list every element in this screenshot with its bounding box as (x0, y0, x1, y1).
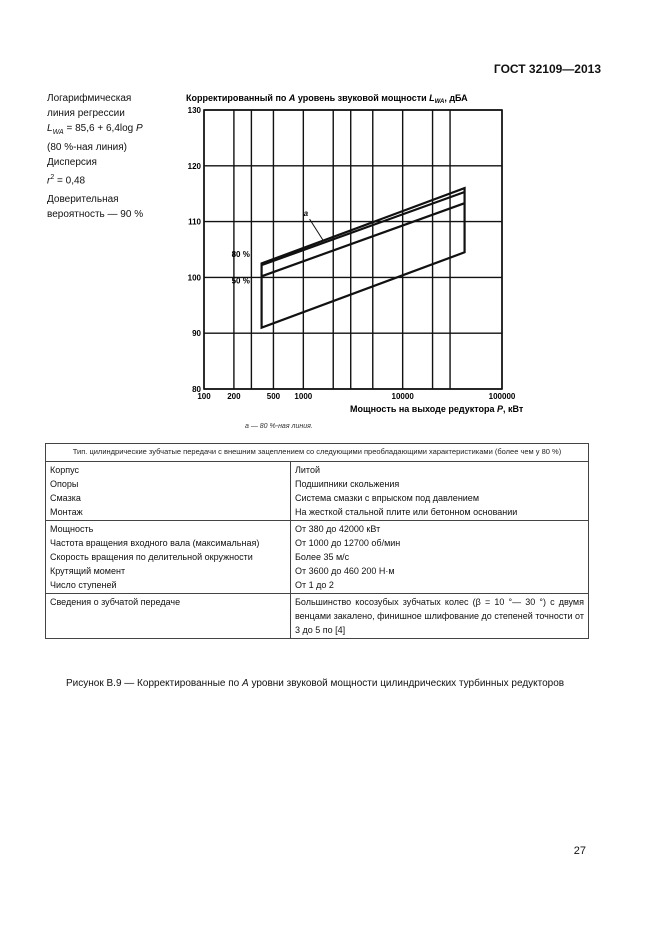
legend-formula: $L_{WA} = 85,6 + 6,4\log$ P (47, 123, 143, 136)
chart-note: a — 80 %-ная линия. (245, 423, 313, 430)
page-number: 27 (573, 845, 586, 857)
y-tick-label: 90 (192, 329, 201, 339)
legend-r2: $r^2 = 0,48$ (47, 174, 86, 187)
legend-line-8: вероятность — 90 % (47, 209, 144, 221)
legend-line-4: (80 %-ная линия) (47, 142, 128, 153)
table-group-1 (46, 462, 589, 521)
chart-title: Корректированный по A уровень звуковой мощности $L_{WA}$, дБА (186, 93, 468, 105)
y-tick-label: 120 (187, 161, 201, 171)
row-value: Подшипники скольжения (295, 479, 400, 489)
x-tick-label: 100000 (488, 392, 516, 401)
confidence-band (262, 188, 465, 328)
x-axis-label: Мощность на выходе редуктора P, кВт (350, 404, 524, 414)
row-value: От 1000 до 12700 об/мин (295, 538, 401, 548)
row-label: Мощность (50, 524, 94, 534)
table-group-3 (46, 594, 589, 639)
x-tick-label: 10000 (391, 392, 414, 401)
row-value: От 3600 до 460 200 Н·м (295, 566, 395, 576)
row-label: Смазка (50, 493, 81, 503)
row-label: Число ступеней (50, 580, 117, 590)
annotation-label: a (303, 209, 309, 219)
row-label: Сведения о зубчатой передаче (50, 597, 181, 607)
row-value: От 380 до 42000 кВт (295, 524, 381, 534)
y-tick-label: 110 (188, 217, 201, 227)
row-value: Большинство косозубых зубчатых колес (β = 10 °— 30 °) с двумя венцами закалено, финишное шлифование до степеней точности от 3 до 5 по [4] (295, 597, 584, 635)
x-tick-label: 100 (197, 392, 211, 401)
legend-line-2: линия регрессии (47, 108, 125, 119)
row-label: Опоры (50, 479, 79, 489)
row-value: От 1 до 2 (295, 580, 334, 590)
row-label: Скорость вращения по делительной окружности (50, 552, 253, 562)
x-tick-label: 200 (227, 392, 241, 401)
row-value: Литой (295, 465, 320, 475)
x-tick-label: 1000 (294, 392, 313, 401)
row-value: Более 35 м/с (295, 552, 350, 562)
sound-power-chart (0, 0, 661, 430)
series-label: 50 % (231, 276, 250, 286)
x-tick-label: 500 (266, 392, 281, 401)
table-header: Тип. цилиндрические зубчатые передачи с внешним зацеплением со следующими преобладающими характеристиками (более чем у 80 %) (46, 444, 589, 462)
data-band (232, 188, 465, 328)
standard-number: ГОСТ 32109—2013 (493, 62, 601, 76)
row-label: Частота вращения входного вала (максимальная) (50, 538, 260, 548)
series-label: 80 % (231, 250, 250, 260)
table-group-2 (46, 521, 589, 594)
y-tick-label: 80 (192, 385, 201, 394)
row-label: Монтаж (50, 507, 83, 517)
row-value: Система смазки с впрыском под давлением (295, 493, 480, 503)
legend-line-5: Дисперсия (47, 157, 97, 168)
y-tick-label: 130 (187, 106, 201, 115)
legend-line-7: Доверительная (47, 194, 119, 206)
row-label: Крутящий момент (50, 566, 126, 576)
legend-line-1: Логарифмическая (47, 93, 132, 104)
y-tick-label: 100 (187, 273, 201, 283)
annotation-leader (310, 219, 324, 241)
row-value: На жесткой стальной плите или бетонном основании (295, 507, 518, 517)
figure-caption: Рисунок В.9 — Корректированные по A уровни звуковой мощности цилиндрических турбинных редукторов (66, 678, 565, 689)
row-label: Корпус (50, 465, 80, 475)
gear-characteristics-table (45, 443, 589, 639)
